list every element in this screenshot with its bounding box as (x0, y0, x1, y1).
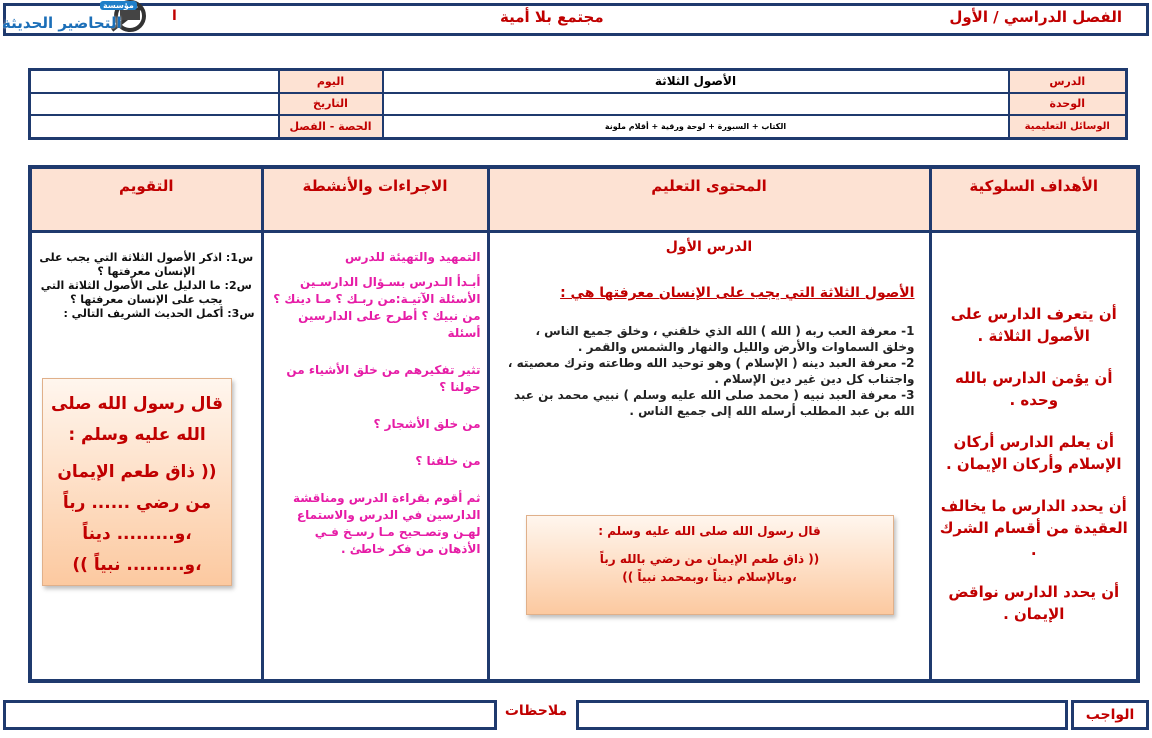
program-title: مجتمع بلا أمية (500, 8, 604, 26)
lesson-plan-table (28, 165, 1140, 683)
evaluation-header: التقويم (30, 167, 262, 232)
lesson-label: الدرس (1009, 70, 1127, 93)
homework-label-box (1071, 700, 1149, 730)
completion-line: الله عليه وسلم : (68, 425, 206, 445)
logo-small-text: مؤسسة (100, 1, 137, 10)
date-label: التاريخ (279, 93, 383, 116)
hadith-box (526, 515, 894, 615)
lesson-title: الدرس الأول (665, 239, 753, 255)
unit-value (383, 93, 1009, 116)
period-label: الحصة - الفصل (279, 115, 383, 138)
completion-box (42, 378, 232, 586)
activity-item: أبـدأ الـدرس بسـؤال الدارسـين الأسئلة الآتيـة:من ربـك ؟ مـا دينك ؟ من نبيك ؟ أطرح على الدارسين أسئلة (273, 275, 481, 340)
period-value (30, 115, 279, 138)
completion-line: ،و......... ديناً (82, 524, 192, 544)
completion-line: قال رسول الله صلى (51, 394, 223, 414)
activity-item: التمهيد والتهيئة للدرس (345, 250, 481, 264)
goal-item: أن يحدد الدارس نواقض الإيمان . (948, 583, 1120, 623)
notes-value-box (3, 700, 497, 730)
completion-line: ،و......... نبياً )) (72, 555, 202, 575)
goal-item: أن يعلم الدارس أركان الإسلام وأركان الإيمان . (945, 433, 1122, 473)
hadith-line: (( ذاق طعم الإيمان من رضي بالله رباً (599, 552, 820, 566)
content-heading: الأصول الثلاثة التي يجب على الإنسان معرفتها هي : (560, 285, 915, 301)
day-label: اليوم (279, 70, 383, 93)
date-value (30, 93, 279, 116)
goals-cell (930, 232, 1138, 682)
hadith-intro: قال رسول الله صلى الله عليه وسلم : (598, 524, 821, 538)
logo (2, 0, 192, 38)
activities-cell (262, 232, 488, 682)
question-3: س3: أكمل الحديث الشريف التالي : (63, 307, 255, 320)
notes-label: ملاحظات (504, 703, 568, 719)
content-point: 2- معرفة العبد دينه ( الإسلام ) وهو توحيد الله وطاعته وترك معصيته ، واجتناب كل دين غير دين الإسلام . (507, 356, 915, 386)
lesson-info-table (28, 68, 1128, 140)
goal-item: أن يتعرف الدارس على الأصول الثلاثة . (950, 305, 1117, 345)
homework-value-box (576, 700, 1068, 730)
content-point: 3- معرفة العبد نبيه ( محمد صلى الله عليه وسلم ) نبيي محمد بن عبد الله بن عبد المطلب أرسله الله إلى جميع الناس . (513, 388, 915, 418)
tools-value: الكتاب + السبورة + لوحة ورقية + أقلام ملونة (383, 115, 1009, 138)
question-2: س2: ما الدليل على الأصول الثلاثة التي يجب على الإنسان معرفتها ؟ (40, 279, 252, 306)
day-value (30, 70, 279, 93)
content-cell (488, 232, 930, 682)
goal-item: أن يؤمن الدارس بالله وحده . (955, 369, 1113, 409)
goal-item: أن يحدد الدارس ما يخالف العقيدة من أقسام الشرك . (939, 497, 1128, 559)
tools-label: الوسائل التعليمية (1009, 115, 1127, 138)
goals-header: الأهداف السلوكية (930, 167, 1138, 232)
activity-item: تثير تفكيرهم من خلق الأشياء من حولنا ؟ (286, 363, 481, 394)
logo-fragment: ا (172, 8, 177, 24)
hadith-line: ،وبالإسلام ديناً ،وبمحمد نبياً )) (622, 570, 797, 584)
lesson-value: الأصول الثلاثة (383, 70, 1009, 93)
content-header: المحتوى التعليم (488, 167, 930, 232)
activity-item: من خلق الأشجار ؟ (373, 417, 481, 431)
homework-label: الواجب (1085, 707, 1135, 723)
logo-text: التحاضير الحديثة (2, 14, 122, 32)
question-1: س1: اذكر الأصول الثلاثة التي يجب على الإنسان معرفتها ؟ (39, 251, 254, 278)
activity-item: ثم أقوم بقراءة الدرس ومناقشة الدارسين في الدرس والاستماع لهـن وتصـحيح مـا رسـخ فـي الأذهان من فكر خاطئ . (292, 491, 481, 556)
evaluation-cell (30, 232, 262, 682)
completion-line: (( ذاق طعم الإيمان (57, 462, 217, 482)
completion-line: من رضي ...... رباً (62, 493, 212, 513)
content-point: 1- معرفة العب ربه ( الله ) الله الذي خلقني ، وخلق جميع الناس ، وخلق السماوات والأرض والليل والنهار والشمس والقمر . (535, 324, 915, 354)
unit-label: الوحدة (1009, 93, 1127, 116)
activity-item: من خلقنا ؟ (415, 454, 481, 468)
semester-title: الفصل الدراسي / الأول (949, 8, 1122, 26)
activities-header: الاجراءات والأنشطة (262, 167, 488, 232)
